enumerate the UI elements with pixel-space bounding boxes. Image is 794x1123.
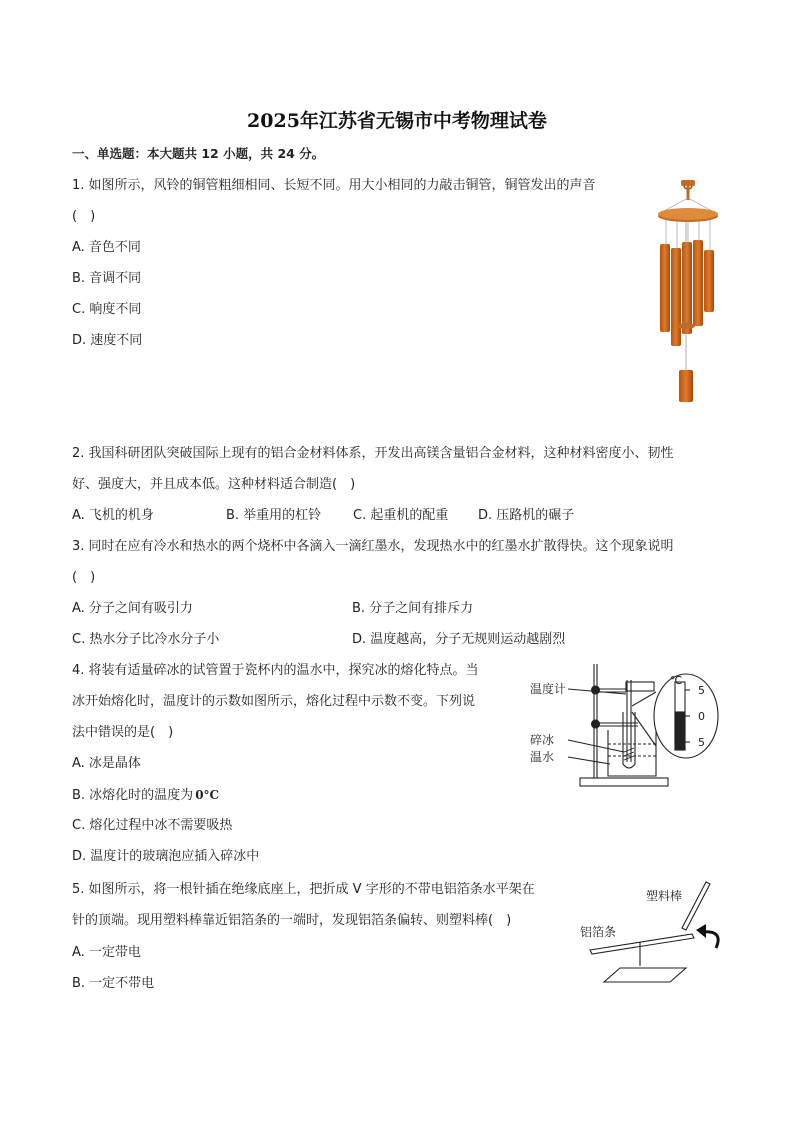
q1-option-a[interactable]: A. 音色不同 — [72, 240, 141, 255]
q5-option-b[interactable]: B. 一定不带电 — [72, 976, 155, 991]
q3-stem: 3. 同时在应有冷水和热水的两个烧杯中各滴入一滴红墨水，发现热水中的红墨水扩散得快。这个现象说明 — [72, 539, 674, 554]
fig-label-plastic-rod: 塑料棒 — [646, 889, 683, 903]
q3-option-b[interactable]: B. 分子之间有排斥力 — [352, 601, 474, 616]
q1-blank: ( ) — [72, 209, 96, 224]
q4-option-c[interactable]: C. 熔化过程中冰不需要吸热 — [72, 818, 233, 833]
q4-stem-line3: 法中错误的是( ) — [72, 725, 174, 740]
q4-option-d[interactable]: D. 温度计的玻璃泡应插入碎冰中 — [72, 849, 260, 864]
q4-option-a[interactable]: A. 冰是晶体 — [72, 756, 141, 771]
q2-stem-line1: 2. 我国科研团队突破国际上现有的铝合金材料体系，开发出高镁含量铝合金材料，这种材料密度小、韧性 — [72, 446, 674, 461]
ice-melting-apparatus-figure — [528, 660, 728, 792]
q1-option-b[interactable]: B. 音调不同 — [72, 271, 142, 286]
q1-option-c[interactable]: C. 响度不同 — [72, 302, 142, 317]
q5-option-a[interactable]: A. 一定带电 — [72, 945, 141, 960]
fig-label-foil-strip: 铝箔条 — [580, 925, 617, 939]
section-heading: 一、单选题：本大题共 12 小题，共 24 分。 — [72, 146, 325, 161]
q2-option-a[interactable]: A. 飞机的机身 — [72, 508, 154, 523]
q1-stem: 1. 如图所示，风铃的铜管粗细相同、长短不同。用大小相同的力敲击铜管，铜管发出的声音 — [72, 178, 596, 193]
q5-stem-line1: 5. 如图所示，将一根针插在绝缘底座上，把折成 V 字形的不带电铝箔条水平架在 — [72, 882, 535, 897]
q5-stem-line2: 针的顶端。现用塑料棒靠近铝箔条的一端时，发现铝箔条偏转、则塑料棒( ) — [72, 913, 512, 928]
fig-label-ice: 碎冰 — [530, 733, 555, 747]
fig-scale-middle: 0 — [698, 710, 705, 723]
q4-option-b-value: 0°C — [195, 788, 220, 802]
fig-scale-bottom: 5 — [698, 736, 705, 749]
fig-scale-top: 5 — [698, 684, 705, 697]
q2-option-c[interactable]: C. 起重机的配重 — [353, 508, 449, 523]
foil-and-rod-figure — [574, 872, 734, 990]
q1-option-d[interactable]: D. 速度不同 — [72, 333, 143, 348]
fig-label-warm-water: 温水 — [530, 750, 555, 764]
q4-stem-line2: 冰开始熔化时，温度计的示数如图所示，熔化过程中示数不变。下列说 — [72, 694, 476, 709]
q2-option-d[interactable]: D. 压路机的碾子 — [478, 508, 575, 523]
wind-chime-figure — [650, 178, 722, 404]
q3-blank: ( ) — [72, 570, 96, 585]
q3-option-c[interactable]: C. 热水分子比冷水分子小 — [72, 632, 220, 647]
q2-stem-line2: 好、强度大，并且成本低。这种材料适合制造( ) — [72, 477, 356, 492]
fig-unit: ℃ — [670, 674, 683, 687]
q2-option-b[interactable]: B. 举重用的杠铃 — [226, 508, 322, 523]
q3-option-d[interactable]: D. 温度越高，分子无规则运动越剧烈 — [352, 632, 566, 647]
q4-option-b-text: B. 冰熔化时的温度为 — [72, 788, 194, 803]
q3-option-a[interactable]: A. 分子之间有吸引力 — [72, 601, 193, 616]
q4-stem-line1: 4. 将装有适量碎冰的试管置于瓷杯内的温水中，探究冰的熔化特点。当 — [72, 663, 479, 678]
q4-option-b[interactable] — [72, 786, 219, 805]
fig-label-thermometer: 温度计 — [530, 682, 567, 696]
page-title: 2025年江苏省无锡市中考物理试卷 — [247, 110, 547, 132]
